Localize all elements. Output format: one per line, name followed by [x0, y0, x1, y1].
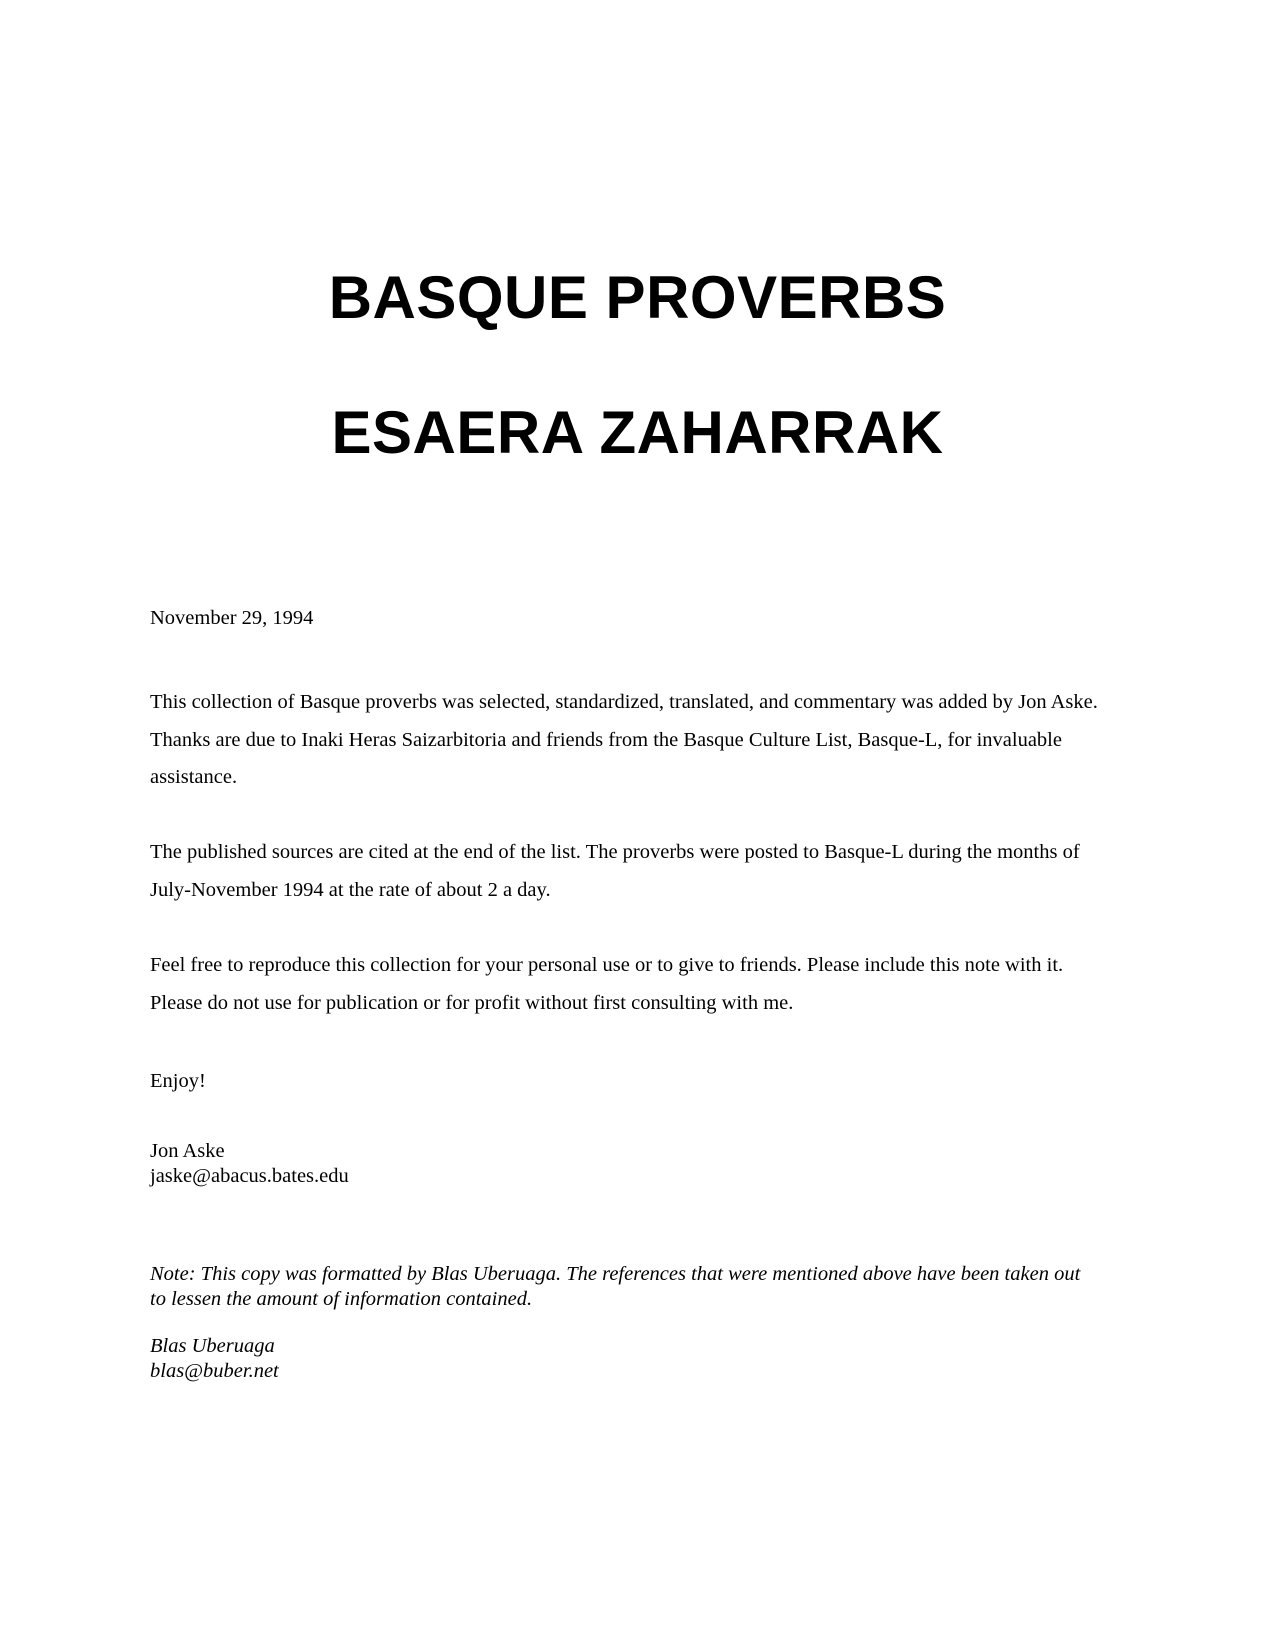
author-signature [150, 1139, 1135, 1189]
title-basque: ESAERA ZAHARRAK [331, 399, 944, 466]
paragraph-line: Thanks are due to Inaki Heras Saizarbitoria and friends from the Basque Culture List, Basque-L, for invaluable [150, 728, 1062, 751]
note-line: Note: This copy was formatted by Blas Uberuaga. The references that were mentioned above have been taken out [150, 1263, 1081, 1285]
usage-paragraph [150, 947, 1135, 1022]
paragraph-line: This collection of Basque proverbs was selected, standardized, translated, and commentary was added by Jon Aske. [150, 691, 1098, 713]
closing-text: Enjoy! [150, 1070, 206, 1092]
author-email: jaske@abacus.bates.edu [150, 1165, 349, 1187]
title-english: BASQUE PROVERBS [328, 264, 947, 331]
note-author-email: blas@buber.net [150, 1360, 279, 1382]
author-name: Jon Aske [150, 1140, 225, 1162]
paragraph-line: Feel free to reproduce this collection for your personal use or to give to friends. Please include this note with it. [150, 954, 1064, 976]
sources-paragraph [150, 834, 1135, 909]
paragraph-line: July-November 1994 at the rate of about 2 a day. [150, 878, 551, 901]
paragraph-line: The published sources are cited at the end of the list. The proverbs were posted to Basque-L during the months of [150, 841, 1080, 863]
note-author-name: Blas Uberuaga [150, 1335, 275, 1357]
formatting-note [150, 1262, 1135, 1312]
paragraph-line: assistance. [150, 766, 238, 788]
note-line: to lessen the amount of information contained. [150, 1288, 533, 1310]
intro-paragraph [150, 684, 1135, 797]
note-signature [150, 1334, 1135, 1384]
paragraph-line: Please do not use for publication or for profit without first consulting with me. [150, 991, 794, 1014]
document-date: November 29, 1994 [150, 607, 314, 629]
